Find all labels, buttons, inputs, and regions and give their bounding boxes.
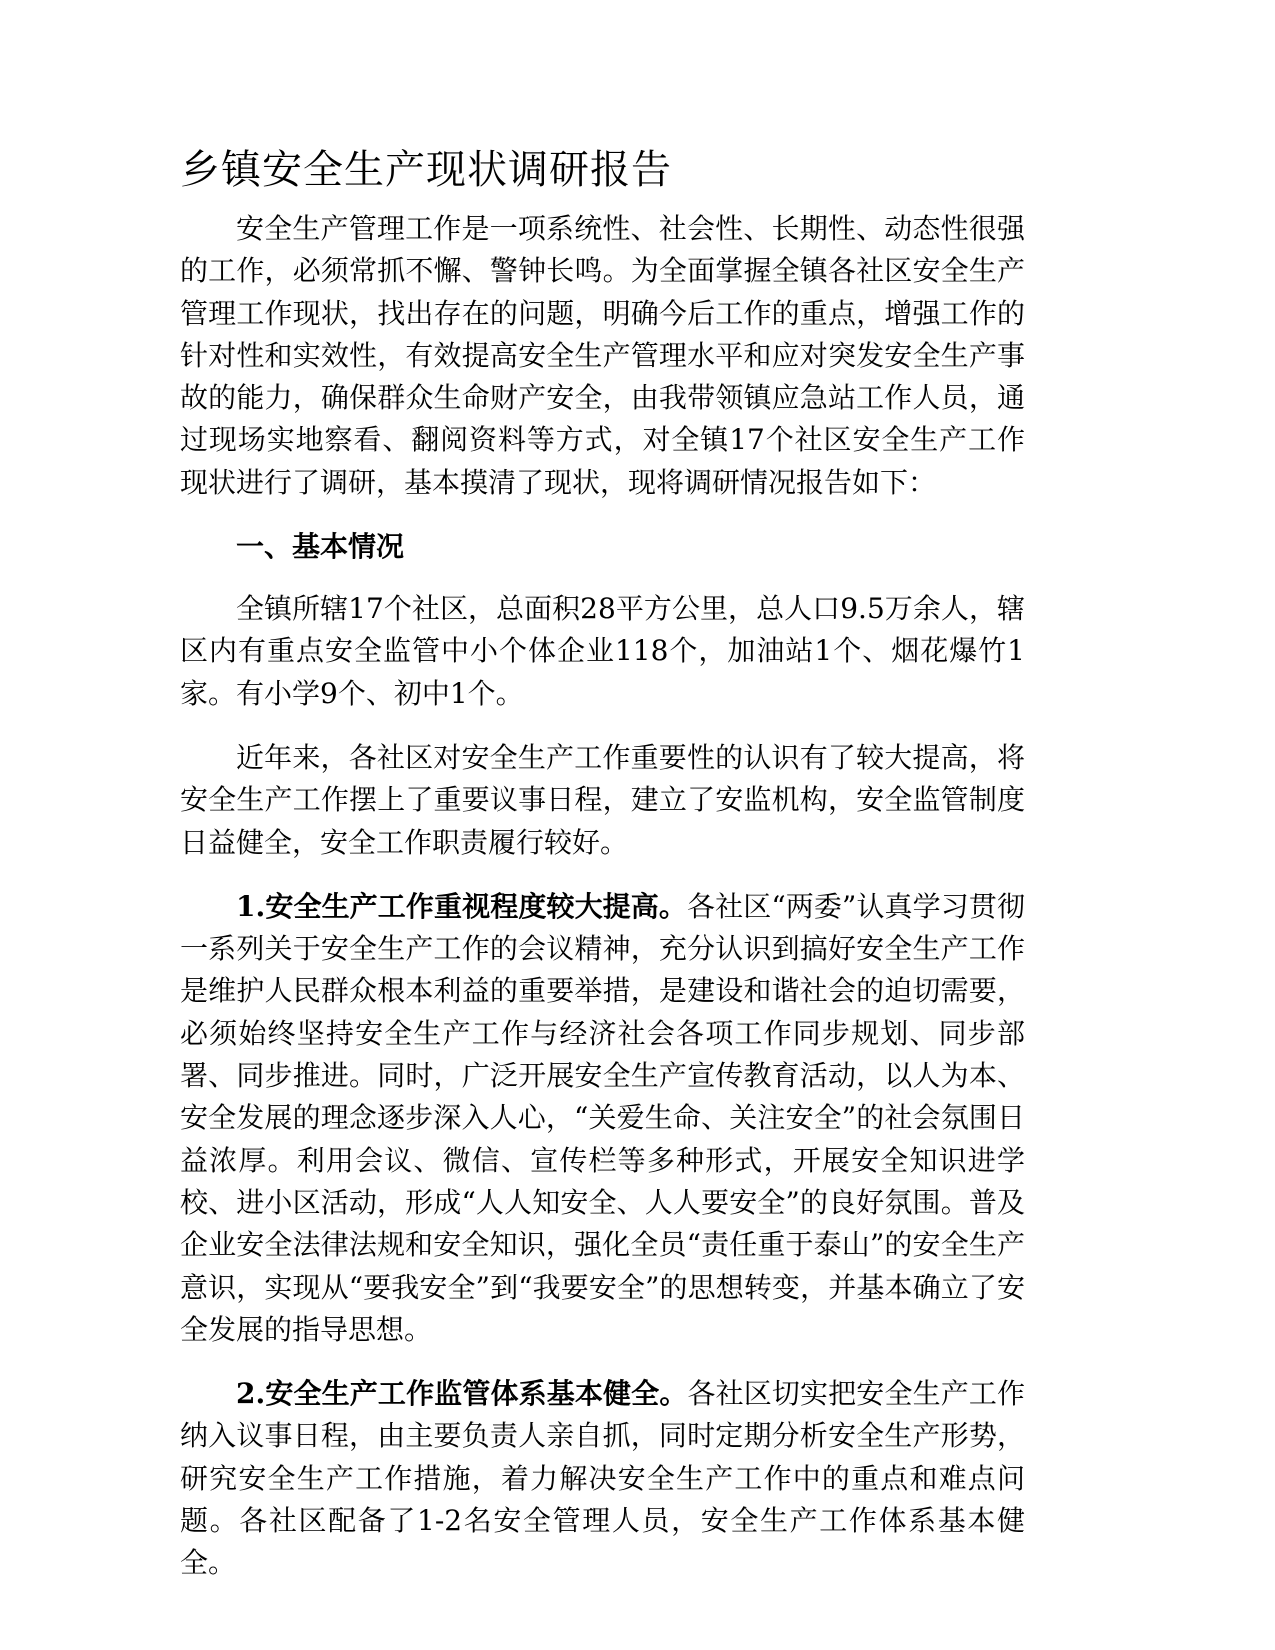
item-1-lead: 1.安全生产工作重视程度较大提高。	[236, 889, 688, 923]
item-2-text: 各社区切实把安全生产工作纳入议事日程，由主要负责人亲自抓，同时定期分析安全生产形势，研究安全生产工作措施，着力解决安全生产工作中的重点和难点问题。各社区配备了1-2名安全管理人员，安全生产工作体系基本健全。	[180, 1377, 1025, 1580]
intro-paragraph: 安全生产管理工作是一项系统性、社会性、长期性、动态性很强的工作，必须常抓不懈、警钟长鸣。为全面掌握全镇各社区安全生产管理工作现状，找出存在的问题，明确今后工作的重点，增强工作的针对性和实效性，有效提高安全生产管理水平和应对突发安全生产事故的能力，确保群众生命财产安全，由我带领镇应急站工作人员，通过现场实地察看、翻阅资料等方式，对全镇17个社区安全生产工作现状进行了调研，基本摸清了现状，现将调研情况报告如下：	[180, 212, 1025, 499]
item-1-text: 各社区“两委”认真学习贯彻一系列关于安全生产工作的会议精神，充分认识到搞好安全生产工作是维护人民群众根本利益的重要举措，是建设和谐社会的迫切需要，必须始终坚持安全生产工作与经济社会各项工作同步规划、同步部署、同步推进。同时，广泛开展安全生产宣传教育活动，以人为本、安全发展的理念逐步深入人心，“关爱生命、关注安全”的社会氛围日益浓厚。利用会议、微信、宣传栏等多种形式，开展安全知识进学校、进小区活动，形成“人人知安全、人人要安全”的良好氛围。普及企业安全法律法规和安全知识，强化全员“责任重于泰山”的安全生产意识，实现从“要我安全”到“我要安全”的思想转变，并基本确立了安全发展的指导思想。	[180, 889, 1026, 1346]
document-page	[180, 140, 1025, 1585]
item-2-paragraph	[180, 1373, 1025, 1584]
item-2-lead: 2.安全生产工作监管体系基本健全。	[236, 1377, 688, 1411]
section-heading-basic-situation: 一、基本情况	[236, 530, 405, 564]
document-title: 乡镇安全生产现状调研报告	[180, 147, 672, 193]
overview-paragraph: 全镇所辖17个社区，总面积28平方公里，总人口9.5万余人，辖区内有重点安全监管中小个体企业118个，加油站1个、烟花爆竹1家。有小学9个、初中1个。	[180, 592, 1025, 710]
item-1-paragraph	[180, 886, 1025, 1351]
progress-paragraph: 近年来，各社区对安全生产工作重要性的认识有了较大提高，将安全生产工作摆上了重要议事日程，建立了安监机构，安全监管制度日益健全，安全工作职责履行较好。	[180, 740, 1025, 859]
